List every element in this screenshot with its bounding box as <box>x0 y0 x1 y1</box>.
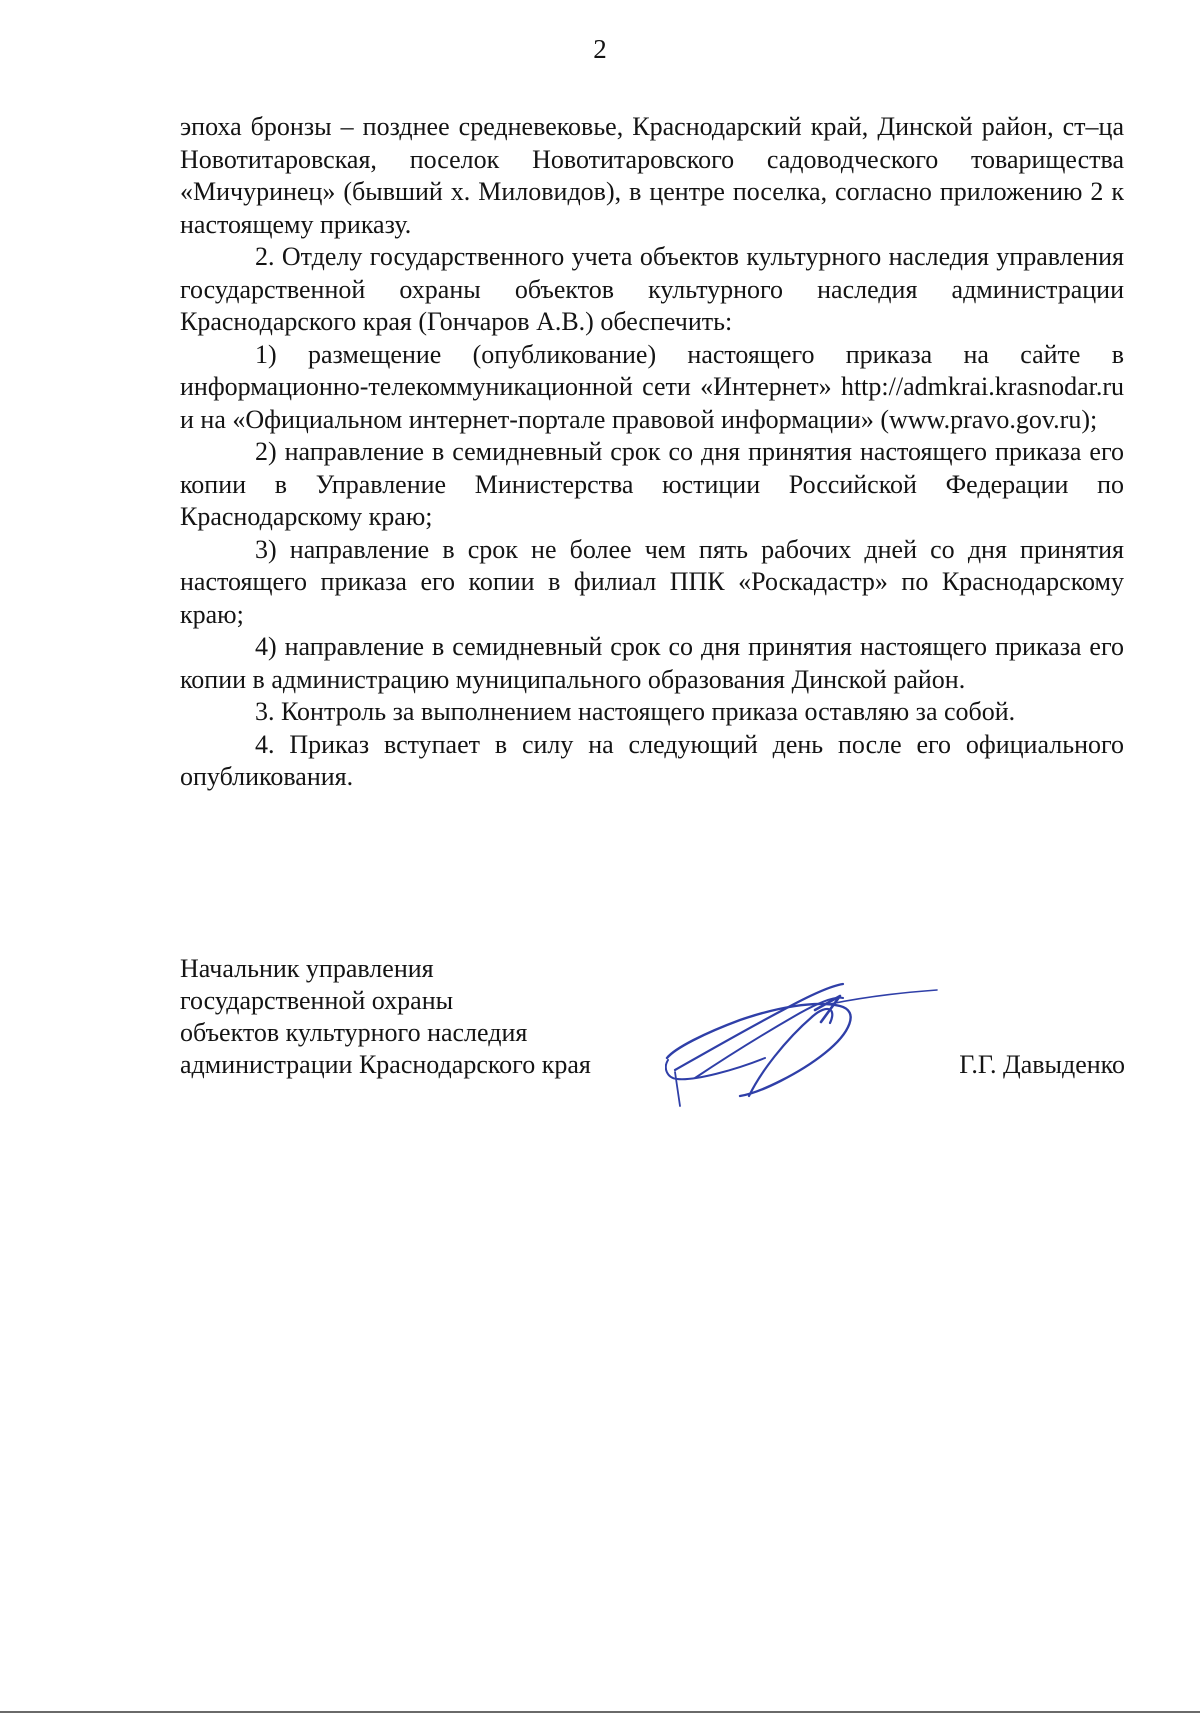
paragraph-item-4: 4. Приказ вступает в силу на следующий день после его официального опубликования. <box>180 729 1124 791</box>
signer-position-line: объектов культурного наследия <box>180 1018 528 1047</box>
signature-strokes <box>666 984 937 1106</box>
page-number: 2 <box>593 34 607 64</box>
paragraph-item-2: 2. Отделу государственного учета объектов культурного наследия управления государственной охраны объектов культурного наследия администрации Краснодарского края (Гончаров А.В.) обеспечить: <box>180 242 1124 336</box>
signer-position <box>180 953 640 1081</box>
paragraph-subitem-3: 3) направление в срок не более чем пять рабочих дней со дня принятия настоящего приказа его копии в филиал ППК «Роскадастр» по Краснодарскому краю; <box>180 534 1124 629</box>
document-body <box>180 111 1124 794</box>
paragraph-subitem-4: 4) направление в семидневный срок со дня принятия настоящего приказа его копии в администрацию муниципального образования Динской район. <box>180 632 1124 694</box>
signer-position-line: администрации Краснодарского края <box>180 1050 591 1079</box>
signer-position-line: государственной охраны <box>180 986 454 1015</box>
handwritten-signature <box>665 978 940 1118</box>
signature-stroke <box>666 1058 765 1079</box>
paragraph-site-description: эпоха бронзы – позднее средневековье, Краснодарский край, Динской район, ст–ца Новотитаровская, поселок Новотитаровского садоводческого товарищества «Мичуринец» (бывший х. Миловидов), в центре поселка, согласно приложению 2 к настоящему приказу. <box>180 112 1124 239</box>
signature-stroke <box>830 990 937 1004</box>
paragraph-subitem-1: 1) размещение (опубликование) настоящего приказа на сайте в информационно-телекоммуникационной сети «Интернет» http://admkrai.krasnodar.ru и на «Официальном интернет-портале правовой информации» (www.pravo.gov.ru); <box>180 339 1124 434</box>
signature-stroke <box>675 1072 680 1106</box>
signer-name: Г.Г. Давыденко <box>959 1050 1125 1079</box>
paragraph-item-3: 3. Контроль за выполнением настоящего приказа оставляю за собой. <box>255 697 1016 726</box>
signer-position-line: Начальник управления <box>180 954 434 983</box>
paragraph-subitem-2: 2) направление в семидневный срок со дня принятия настоящего приказа его копии в Управление Министерства юстиции Российской Федерации по Краснодарскому краю; <box>180 437 1124 531</box>
